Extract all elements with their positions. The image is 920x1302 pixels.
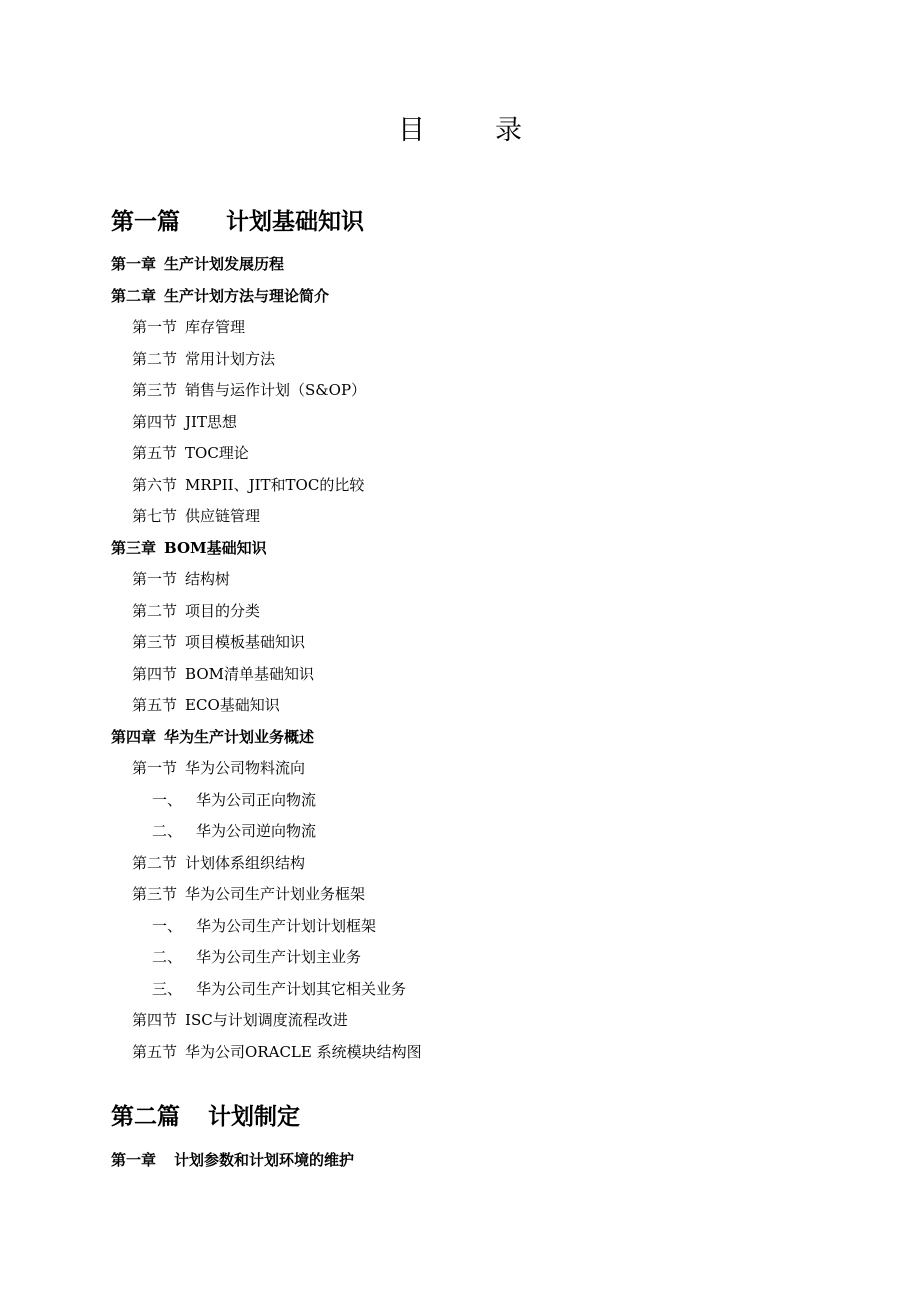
chapter-number: 第一章 — [111, 1151, 157, 1169]
part-heading — [111, 207, 364, 237]
part-name: 计划基础知识 — [226, 208, 364, 235]
toc-subsection[interactable] — [152, 979, 406, 999]
toc-subsection[interactable] — [152, 821, 316, 841]
toc-title-right: 录 — [495, 115, 522, 146]
section-title: 项目模板基础知识 — [185, 633, 306, 651]
subsection-title: 华为公司逆向物流 — [196, 822, 317, 840]
section-number: 第二节 — [132, 350, 178, 368]
toc-section[interactable] — [132, 443, 249, 463]
section-title: 华为公司物料流向 — [185, 759, 306, 777]
section-title: 计划体系组织结构 — [185, 854, 306, 872]
section-title: 供应链管理 — [185, 507, 261, 525]
section-number: 第一节 — [132, 759, 178, 777]
section-title: 华为公司ORACLE 系统模块结构图 — [185, 1043, 422, 1061]
toc-section[interactable] — [132, 695, 280, 715]
toc-section[interactable] — [132, 1042, 422, 1062]
toc-chapter[interactable] — [111, 727, 314, 747]
toc-section[interactable] — [132, 317, 245, 337]
subsection-title: 华为公司正向物流 — [196, 791, 317, 809]
section-title: 库存管理 — [185, 318, 246, 336]
section-number: 第七节 — [132, 507, 178, 525]
toc-title — [0, 108, 920, 147]
section-title: 常用计划方法 — [185, 350, 276, 368]
subsection-number: 二、 — [152, 822, 183, 840]
section-title: 华为公司生产计划业务框架 — [185, 885, 366, 903]
toc-chapter[interactable] — [111, 254, 284, 274]
toc-title-left: 目 — [398, 115, 425, 146]
toc-section[interactable] — [132, 632, 305, 652]
toc-section[interactable] — [132, 506, 260, 526]
section-number: 第三节 — [132, 885, 178, 903]
toc-section[interactable] — [132, 349, 275, 369]
section-number: 第四节 — [132, 665, 178, 683]
chapter-title: 生产计划发展历程 — [164, 255, 285, 273]
toc-chapter[interactable] — [111, 538, 267, 558]
section-title: 销售与运作计划（S&OP） — [185, 381, 367, 399]
toc-section[interactable] — [132, 380, 366, 400]
chapter-number: 第二章 — [111, 287, 157, 305]
subsection-number: 三、 — [152, 980, 183, 998]
toc-subsection[interactable] — [152, 947, 361, 967]
toc-section[interactable] — [132, 475, 364, 495]
section-number: 第二节 — [132, 602, 178, 620]
subsection-title: 华为公司生产计划计划框架 — [196, 917, 377, 935]
section-title: 结构树 — [185, 570, 231, 588]
part-number: 第二篇 — [111, 1103, 180, 1130]
section-number: 第二节 — [132, 854, 178, 872]
section-number: 第五节 — [132, 444, 178, 462]
section-title: 项目的分类 — [185, 602, 261, 620]
section-number: 第六节 — [132, 476, 178, 494]
section-number: 第一节 — [132, 570, 178, 588]
subsection-number: 一、 — [152, 791, 183, 809]
toc-section[interactable] — [132, 664, 314, 684]
section-number: 第四节 — [132, 1011, 178, 1029]
section-number: 第五节 — [132, 696, 178, 714]
toc-section[interactable] — [132, 601, 260, 621]
chapter-number: 第一章 — [111, 255, 157, 273]
part-name: 计划制定 — [208, 1103, 300, 1130]
toc-section[interactable] — [132, 412, 237, 432]
part-heading — [111, 1102, 300, 1132]
section-number: 第四节 — [132, 413, 178, 431]
section-title: JIT思想 — [185, 413, 237, 431]
toc-section[interactable] — [132, 853, 305, 873]
chapter-title: 计划参数和计划环境的维护 — [174, 1151, 355, 1169]
subsection-number: 二、 — [152, 948, 183, 966]
section-number: 第五节 — [132, 1043, 178, 1061]
toc-subsection[interactable] — [152, 790, 316, 810]
part-number: 第一篇 — [111, 208, 180, 235]
chapter-number: 第四章 — [111, 728, 157, 746]
toc-section[interactable] — [132, 884, 365, 904]
section-title: ISC与计划调度流程改进 — [185, 1011, 348, 1029]
section-number: 第一节 — [132, 318, 178, 336]
subsection-title: 华为公司生产计划其它相关业务 — [196, 980, 407, 998]
chapter-number: 第三章 — [111, 539, 157, 557]
toc-section[interactable] — [132, 569, 230, 589]
toc-subsection[interactable] — [152, 916, 376, 936]
chapter-title: BOM基础知识 — [164, 539, 267, 557]
section-number: 第三节 — [132, 633, 178, 651]
section-title: MRPII、JIT和TOC的比较 — [185, 476, 365, 494]
section-title: TOC理论 — [185, 444, 249, 462]
toc-section[interactable] — [132, 1010, 348, 1030]
toc-chapter[interactable] — [111, 286, 329, 306]
subsection-number: 一、 — [152, 917, 183, 935]
toc-chapter[interactable] — [111, 1150, 354, 1170]
chapter-title: 生产计划方法与理论简介 — [164, 287, 330, 305]
chapter-title: 华为生产计划业务概述 — [164, 728, 315, 746]
subsection-title: 华为公司生产计划主业务 — [196, 948, 362, 966]
section-title: BOM清单基础知识 — [185, 665, 314, 683]
section-title: ECO基础知识 — [185, 696, 280, 714]
toc-section[interactable] — [132, 758, 305, 778]
section-number: 第三节 — [132, 381, 178, 399]
